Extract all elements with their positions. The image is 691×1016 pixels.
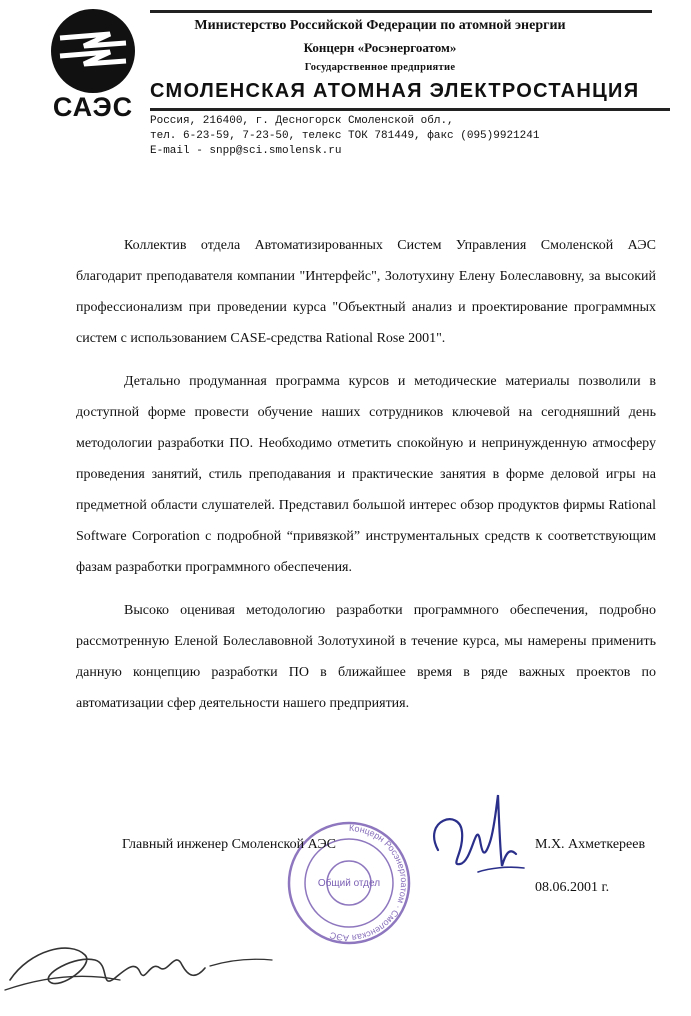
handwritten-signature xyxy=(420,780,530,890)
logo-text: САЭС xyxy=(52,92,134,122)
header-top-rule xyxy=(150,10,652,13)
signatory-name: М.Х. Ахметкереев xyxy=(535,837,646,852)
signatory-title: Главный инженер Смоленской АЭС xyxy=(122,837,336,852)
paragraph-2: Детально продуманная программа курсов и методические материалы позволили в доступной форме провести обучение наших сотрудников ключевой на сегодняшний день методологии разработки ПО. Необходимо отметить спокойную и непринужденную атмосферу проведения занятий, стиль преподавания и практические занятия в форме деловой игры на предметной области слушателей. Представил большой интерес обзор продуктов фирмы Rational Software Corporation с подробной “привязкой” инструментальных средств к соответствующим фазам разработки программного обеспечения. xyxy=(76,374,656,575)
address-block xyxy=(150,114,670,159)
saes-logo xyxy=(28,8,148,126)
paragraph-1: Коллектив отдела Автоматизированных Систем Управления Смоленской АЭС благодарит преподавателя компании "Интерфейс", Золотухину Елену Болеславовну, за высокий профессионализм при проведении курса "Объектный анализ и проектирование программных систем с использованием CASE-средства Rational Rose 2001". xyxy=(76,238,656,346)
enterprise-line: Государственное предприятие xyxy=(304,62,456,73)
header-rule xyxy=(150,108,670,111)
stamp-ring-text: Концерн Росэнергоатом · Смоленская АЭС xyxy=(328,822,409,944)
atom-logo-icon xyxy=(50,8,136,94)
address-line: Россия, 216400, г. Десногорск Смоленской обл., xyxy=(150,115,454,127)
letterhead xyxy=(0,0,691,165)
paragraph-3: Высоко оценивая методологию разработки программного обеспечения, подробно рассмотренную Еленой Болеславовной Золотухиной в течение курса, мы намерены применить данную концепцию разработки ПО в ближайшее время в ряде важных проектов по автоматизации сфер деятельности нашего предприятия. xyxy=(76,603,656,711)
ministry-line: Министерство Российской Федерации по атомной энергии xyxy=(194,18,566,33)
letter-date: 08.06.2001 г. xyxy=(535,880,610,895)
letter-body xyxy=(76,230,656,731)
concern-line: Концерн «Росэнергоатом» xyxy=(303,40,457,55)
email-line: E-mail - snpp@sci.smolensk.ru xyxy=(150,145,342,157)
contacts-line: тел. 6-23-59, 7-23-50, телекс ТОК 781449, факс (095)9921241 xyxy=(150,130,540,142)
station-name: СМОЛЕНСКАЯ АТОМНАЯ ЭЛЕКТРОСТАНЦИЯ xyxy=(150,80,640,102)
stamp-center-text: Общий отдел xyxy=(317,878,381,889)
second-signature xyxy=(0,920,300,1010)
